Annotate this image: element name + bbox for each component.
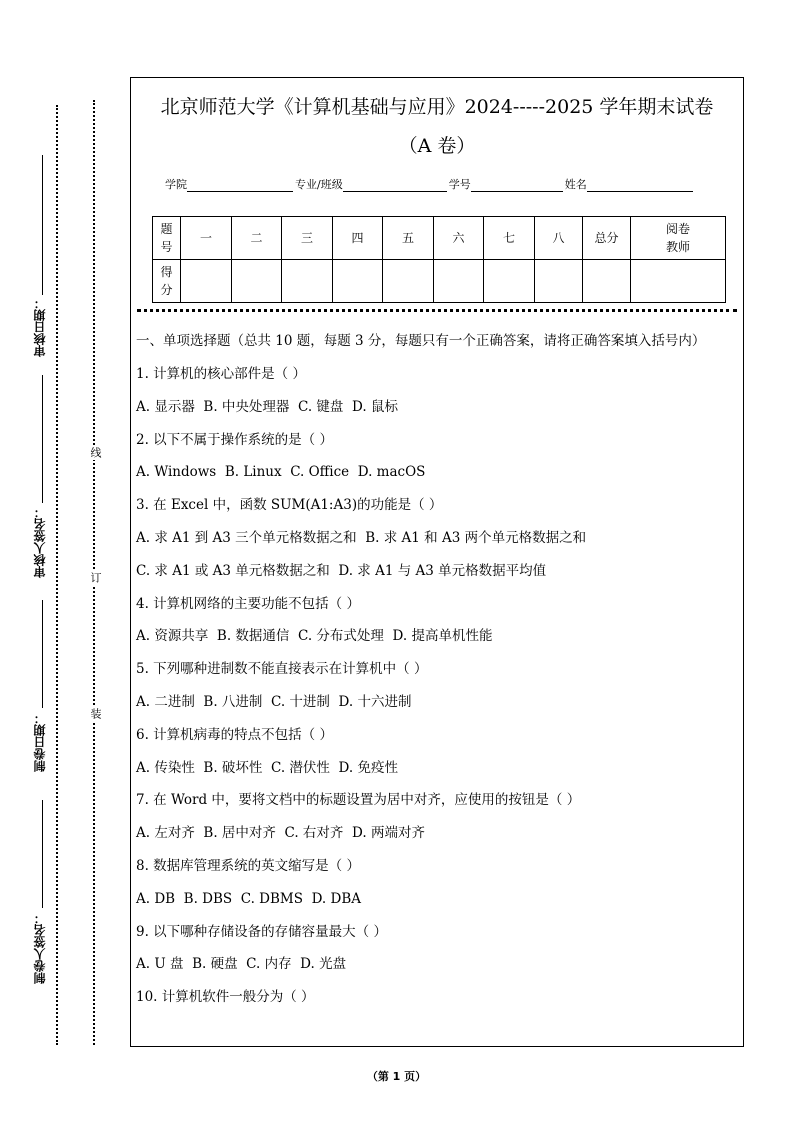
major-class-field[interactable] [343,179,447,192]
college-label: 学院 [165,178,187,191]
question-line: 6. 计算机病毒的特点不包括（ ） [136,726,333,743]
maker-sign-line [42,800,43,908]
question-line: 10. 计算机软件一般分为（ ） [136,989,315,1006]
major-class-label: 专业/班级 [295,178,343,191]
score-input-cell[interactable] [181,260,232,303]
score-header-cell: 总分 [583,217,631,260]
score-header-cell: 三 [282,217,333,260]
question-line: 5. 下列哪种进制数不能直接表示在计算机中（ ） [136,661,428,678]
binding-char-fix: 装 [89,708,102,719]
reviewer-sign-line [42,375,43,503]
score-header-cell: 四 [333,217,383,260]
score-table-header-row [153,217,726,260]
score-table [152,216,726,303]
score-header-cell: 阅卷 教师 [631,217,726,260]
score-header-cell: 七 [484,217,535,260]
make-date-line [42,600,43,708]
score-input-cell[interactable] [535,260,583,303]
review-date-line [42,155,43,295]
options-line: A. U 盘 B. 硬盘 C. 内存 D. 光盘 [136,956,347,973]
score-input-cell[interactable] [631,260,726,303]
question-line: 8. 数据库管理系统的英文缩写是（ ） [136,857,360,874]
options-line: A. 求 A1 到 A3 三个单元格数据之和 B. 求 A1 和 A3 两个单元格数据之和 [136,529,587,546]
score-input-cell[interactable] [434,260,484,303]
student-info-row [165,176,695,192]
college-field[interactable] [187,179,293,192]
options-line: A. DB B. DBS C. DBMS D. DBA [136,890,361,907]
score-input-cell[interactable] [383,260,434,303]
exam-frame [130,77,744,1047]
binding-char-order: 订 [89,572,102,583]
score-header-cell: 题 号 [153,217,181,260]
options-line: A. 二进制 B. 八进制 C. 十进制 D. 十六进制 [136,693,412,710]
name-field[interactable] [587,179,693,192]
binding-dotted-line [56,105,58,1045]
section1-heading: 一、单项选择题（总共 10 题，每题 3 分，每题只有一个正确答案，请将正确答案填入括号内） [136,333,706,349]
question-line: 7. 在 Word 中，要将文档中的标题设置为居中对齐，应使用的按钮是（ ） [136,792,581,809]
score-input-cell[interactable] [232,260,282,303]
question-line: 1. 计算机的核心部件是（ ） [136,366,306,382]
question-line: 9. 以下哪种存储设备的存储容量最大（ ） [136,923,387,940]
question-line: 3. 在 Excel 中，函数 SUM(A1:A3)的功能是（ ） [136,497,443,514]
score-input-cell[interactable] [484,260,535,303]
score-input-cell[interactable] [333,260,383,303]
exam-subtitle: （A 卷） [398,135,476,157]
binding-char-line: 线 [89,447,102,458]
name-label: 姓名 [564,178,587,191]
options-line: C. 求 A1 或 A3 单元格数据之和 D. 求 A1 与 A3 单元格数据平均值 [136,562,547,579]
student-id-field[interactable] [471,179,563,192]
score-header-cell: 六 [434,217,484,260]
score-header-cell: 八 [535,217,583,260]
options-line: A. 左对齐 B. 居中对齐 C. 右对齐 D. 两端对齐 [136,825,425,842]
make-date-label: 制卷日期： [33,712,47,772]
score-input-cell[interactable] [583,260,631,303]
options-line: A. Windows B. Linux C. Office D. macOS [136,464,426,481]
section-divider [137,309,737,312]
reviewer-sign-label: 审核人签名： [33,506,47,578]
question-line: 2. 以下不属于操作系统的是（ ） [136,431,333,448]
maker-sign-label: 制卷人签名： [33,912,47,984]
review-date-label: 审核日期： [33,297,47,357]
options-line: A. 资源共享 B. 数据通信 C. 分布式处理 D. 提高单机性能 [136,628,493,645]
score-header-cell: 一 [181,217,232,260]
score-label-cell: 得 分 [153,260,181,303]
options-line: A. 传染性 B. 破坏性 C. 潜伏性 D. 免疫性 [136,759,398,776]
score-input-cell[interactable] [282,260,333,303]
score-table-score-row [153,260,726,303]
question-line: 4. 计算机网络的主要功能不包括（ ） [136,595,360,612]
page-number: （第 1 页） [366,1070,427,1083]
student-id-label: 学号 [448,178,471,191]
score-header-cell: 二 [232,217,282,260]
questions-section [136,330,738,1019]
options-line: A. 显示器 B. 中央处理器 C. 键盘 D. 鼠标 [136,398,398,415]
exam-title: 北京师范大学《计算机基础与应用》2024-----2025 学年期末试卷 [160,96,714,118]
score-header-cell: 五 [383,217,434,260]
